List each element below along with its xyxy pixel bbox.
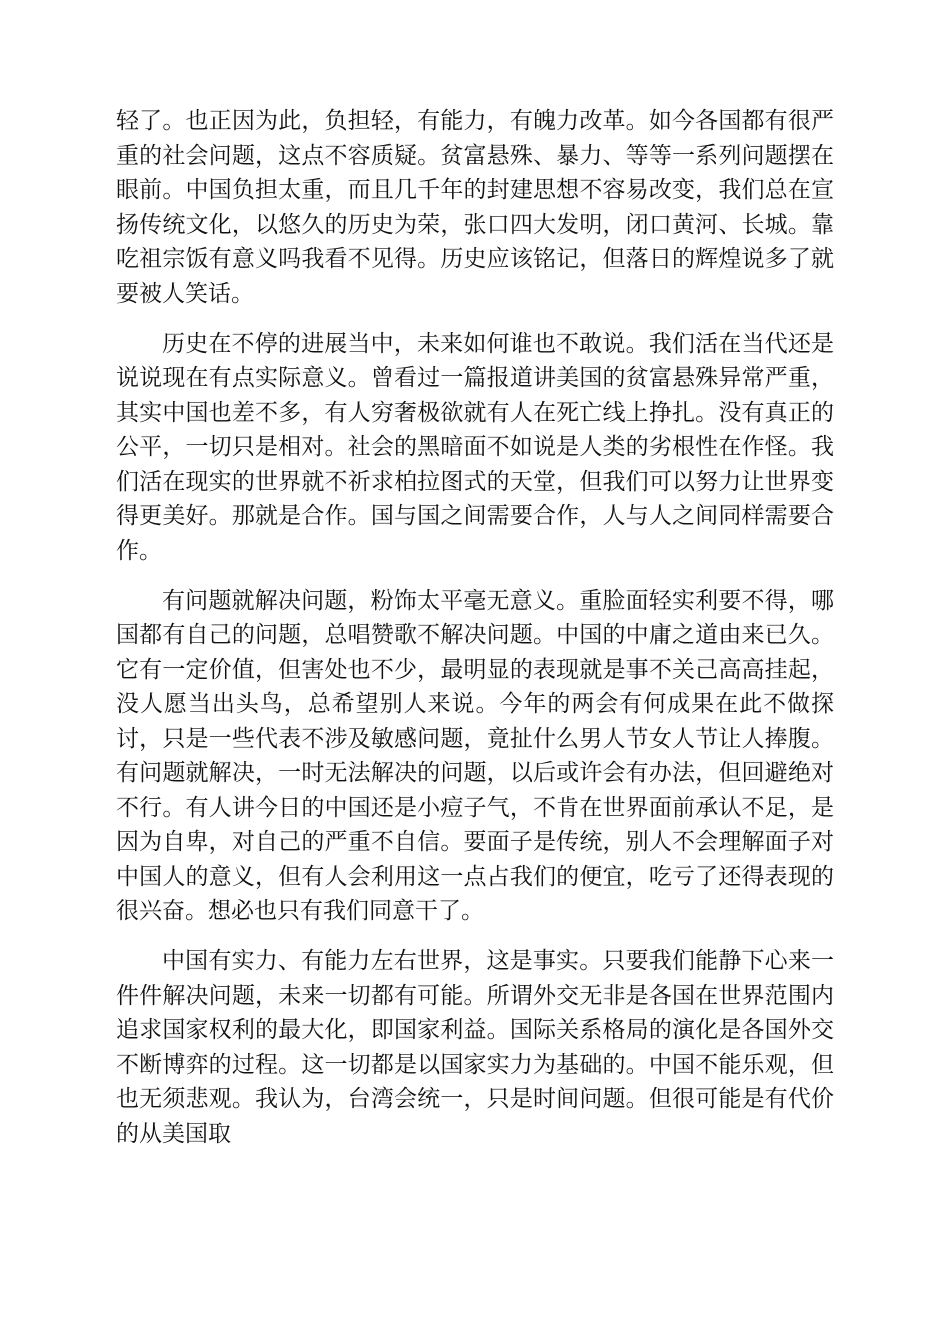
paragraph-4: 中国有实力、有能力左右世界，这是事实。只要我们能静下心来一件件解决问题，未来一切都有可能。所谓外交无非是各国在世界范围内追求国家权利的最大化，即国家利益。国际关系格局的演化是各国外交不断博弈的过程。这一切都是以国家实力为基础的。中国不能乐观，但也无须悲观。我认为，台湾会统一，只是时间问题。但很可能是有代价的从美国取 (116, 948, 834, 1147)
paragraph-1: 轻了。也正因为此，负担轻，有能力，有魄力改革。如今各国都有很严重的社会问题，这点不容质疑。贫富悬殊、暴力、等等一系列问题摆在眼前。中国负担太重，而且几千年的封建思想不容易改变，我们总在宣扬传统文化，以悠久的历史为荣，张口四大发明，闭口黄河、长城。靠吃祖宗饭有意义吗我看不见得。历史应该铭记，但落日的辉煌说多了就要被人笑话。 (116, 108, 834, 307)
paragraph-2: 历史在不停的进展当中，未来如何谁也不敢说。我们活在当代还是说说现在有点实际意义。曾看过一篇报道讲美国的贫富悬殊异常严重，其实中国也差不多，有人穷奢极欲就有人在死亡线上挣扎。没有真正的公平，一切只是相对。社会的黑暗面不如说是人类的劣根性在作怪。我们活在现实的世界就不祈求柏拉图式的天堂，但我们可以努力让世界变得更美好。那就是合作。国与国之间需要合作，人与人之间同样需要合作。 (116, 330, 834, 564)
document-page (116, 104, 834, 1167)
paragraph-3: 有问题就解决问题，粉饰太平毫无意义。重脸面轻实利要不得，哪国都有自己的问题，总唱赞歌不解决问题。中国的中庸之道由来已久。它有一定价值，但害处也不少，最明显的表现就是事不关己高高挂起，没人愿当出头鸟，总希望别人来说。今年的两会有何成果在此不做探讨，只是一些代表不涉及敏感问题，竟扯什么男人节女人节让人捧腹。有问题就解决，一时无法解决的问题，以后或许会有办法，但回避绝对不行。有人讲今日的中国还是小痘子气，不肯在世界面前承认不足，是因为自卑，对自己的严重不自信。要面子是传统，别人不会理解面子对中国人的意义，但有人会利用这一点占我们的便宜，吃亏了还得表现的很兴奋。想必也只有我们同意干了。 (116, 587, 834, 924)
